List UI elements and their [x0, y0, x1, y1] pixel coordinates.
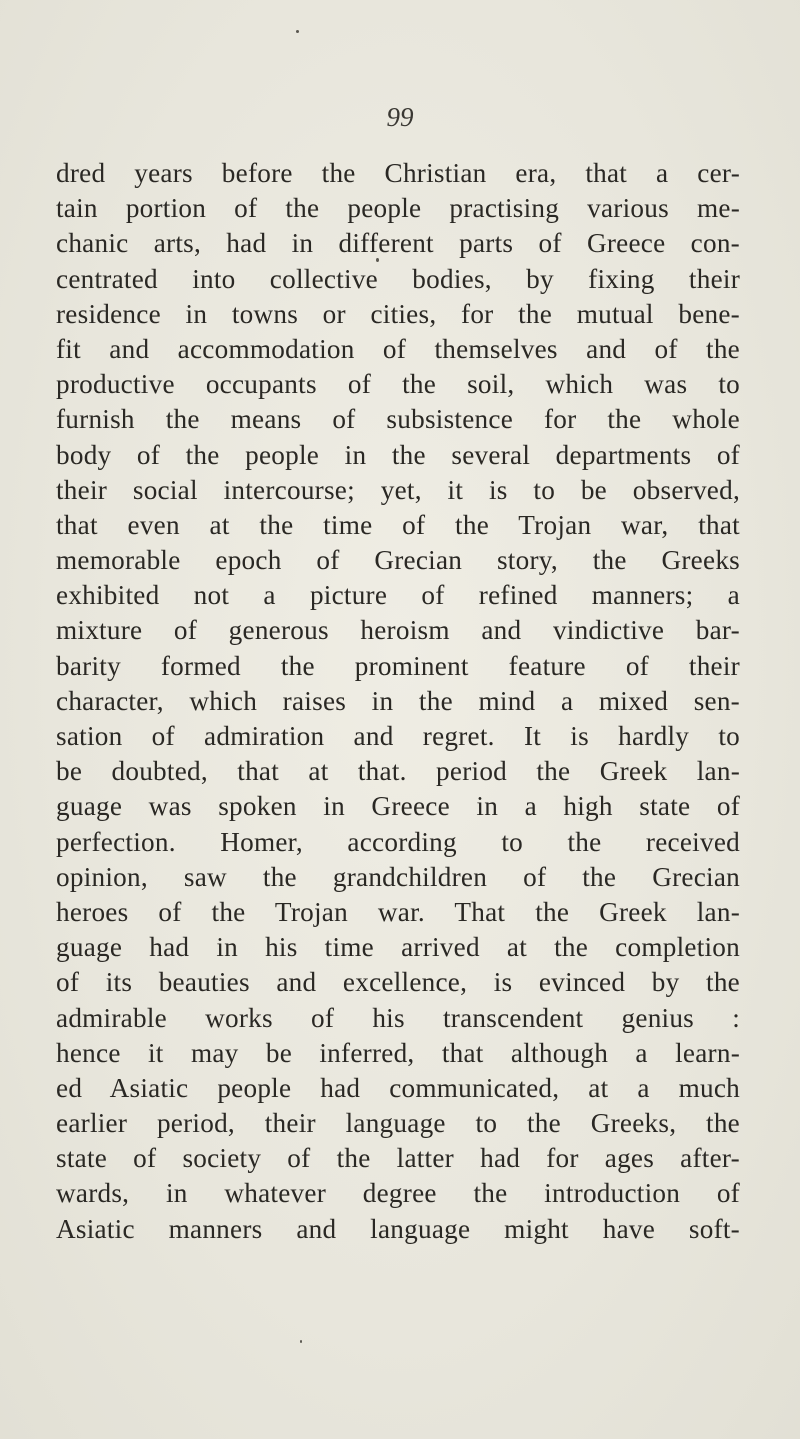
text-line: that even at the time of the Trojan war, that	[56, 509, 740, 540]
page-number: 99	[386, 102, 414, 132]
text-line: be doubted, that at that. period the Greek lan-	[56, 756, 740, 787]
print-speck	[300, 1340, 302, 1343]
text-line: chanic arts, had in different parts of Greece con-	[56, 228, 740, 259]
text-line: productive occupants of the soil, which was to	[56, 369, 740, 400]
text-line: dred years before the Christian era, that a cer-	[56, 158, 740, 188]
text-line: tain portion of the people practising various me-	[56, 193, 740, 224]
text-line: residence in towns or cities, for the mutual bene-	[56, 298, 740, 329]
text-line: hence it may be inferred, that although a learn-	[56, 1037, 740, 1068]
text-line: of its beauties and excellence, is evinced by the	[56, 967, 740, 998]
text-line: heroes of the Trojan war. That the Greek lan-	[56, 896, 740, 927]
text-line: earlier period, their language to the Greeks, the	[56, 1108, 740, 1139]
print-speck	[296, 30, 299, 33]
text-line: guage was spoken in Greece in a high state of	[56, 791, 740, 822]
text-line: mixture of generous heroism and vindictive bar-	[56, 615, 740, 646]
text-line: sation of admiration and regret. It is hardly to	[56, 721, 740, 751]
text-line: opinion, saw the grandchildren of the Grecian	[56, 861, 740, 892]
text-line: memorable epoch of Grecian story, the Greeks	[56, 545, 740, 576]
body-text	[56, 156, 740, 1247]
text-line: state of society of the latter had for ages after-	[56, 1143, 740, 1174]
text-line: centrated into collective bodies, by fixing their	[56, 263, 740, 294]
text-line: wards, in whatever degree the introduction of	[56, 1178, 740, 1209]
text-line: barity formed the prominent feature of their	[56, 650, 740, 681]
text-line: fit and accommodation of themselves and of the	[56, 333, 740, 364]
text-line: ed Asiatic people had communicated, at a much	[56, 1072, 740, 1103]
text-line: exhibited not a picture of refined manners; a	[56, 580, 740, 611]
text-line: furnish the means of subsistence for the whole	[56, 404, 740, 435]
text-line: their social intercourse; yet, it is to be observed,	[56, 474, 740, 505]
text-line: perfection. Homer, according to the received	[56, 826, 740, 857]
text-line: Asiatic manners and language might have soft-	[56, 1213, 740, 1244]
text-line: guage had in his time arrived at the completion	[56, 932, 740, 963]
text-line: admirable works of his transcendent genius :	[56, 1002, 740, 1033]
text-line: body of the people in the several departments of	[56, 439, 740, 470]
text-line: character, which raises in the mind a mixed sen-	[56, 685, 740, 716]
